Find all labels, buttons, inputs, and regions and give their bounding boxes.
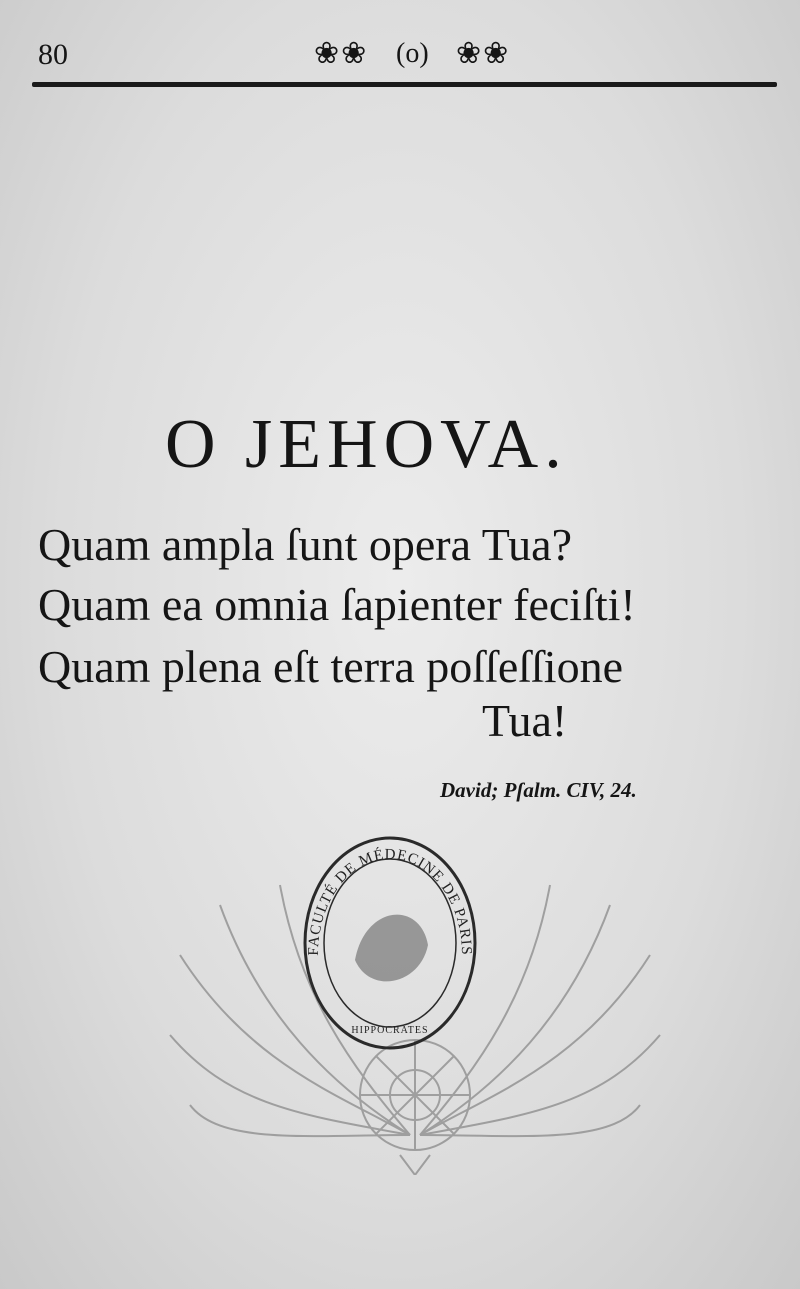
verse-line: Quam ea omnia ſapienter feciſti!: [38, 579, 636, 630]
page-title: O JEHOVA.: [165, 406, 568, 483]
flower-ornament-icon: ❀❀: [456, 36, 511, 71]
library-stamp-emblem: [160, 835, 670, 1175]
stamp-text-bottom: HIPPOCRATES: [351, 1025, 429, 1036]
header-center-mark: (o): [396, 38, 429, 69]
verse-line: Quam plena eſt terra poſſeſſione: [38, 641, 623, 692]
running-header: [32, 30, 777, 90]
flower-ornament-icon: ❀❀: [314, 36, 369, 71]
page-number: 80: [38, 38, 68, 71]
verse-line: Tua!: [482, 695, 568, 746]
stamp-lettering: [160, 835, 670, 1175]
scripture-citation: David; Pſalm. CIV, 24.: [440, 778, 637, 802]
stamp-text-top: FACULTÉ DE MÉDECINE DE PARIS: [305, 846, 475, 956]
verse-line: Quam ampla ſunt opera Tua?: [38, 519, 573, 570]
header-rule: [32, 82, 777, 87]
